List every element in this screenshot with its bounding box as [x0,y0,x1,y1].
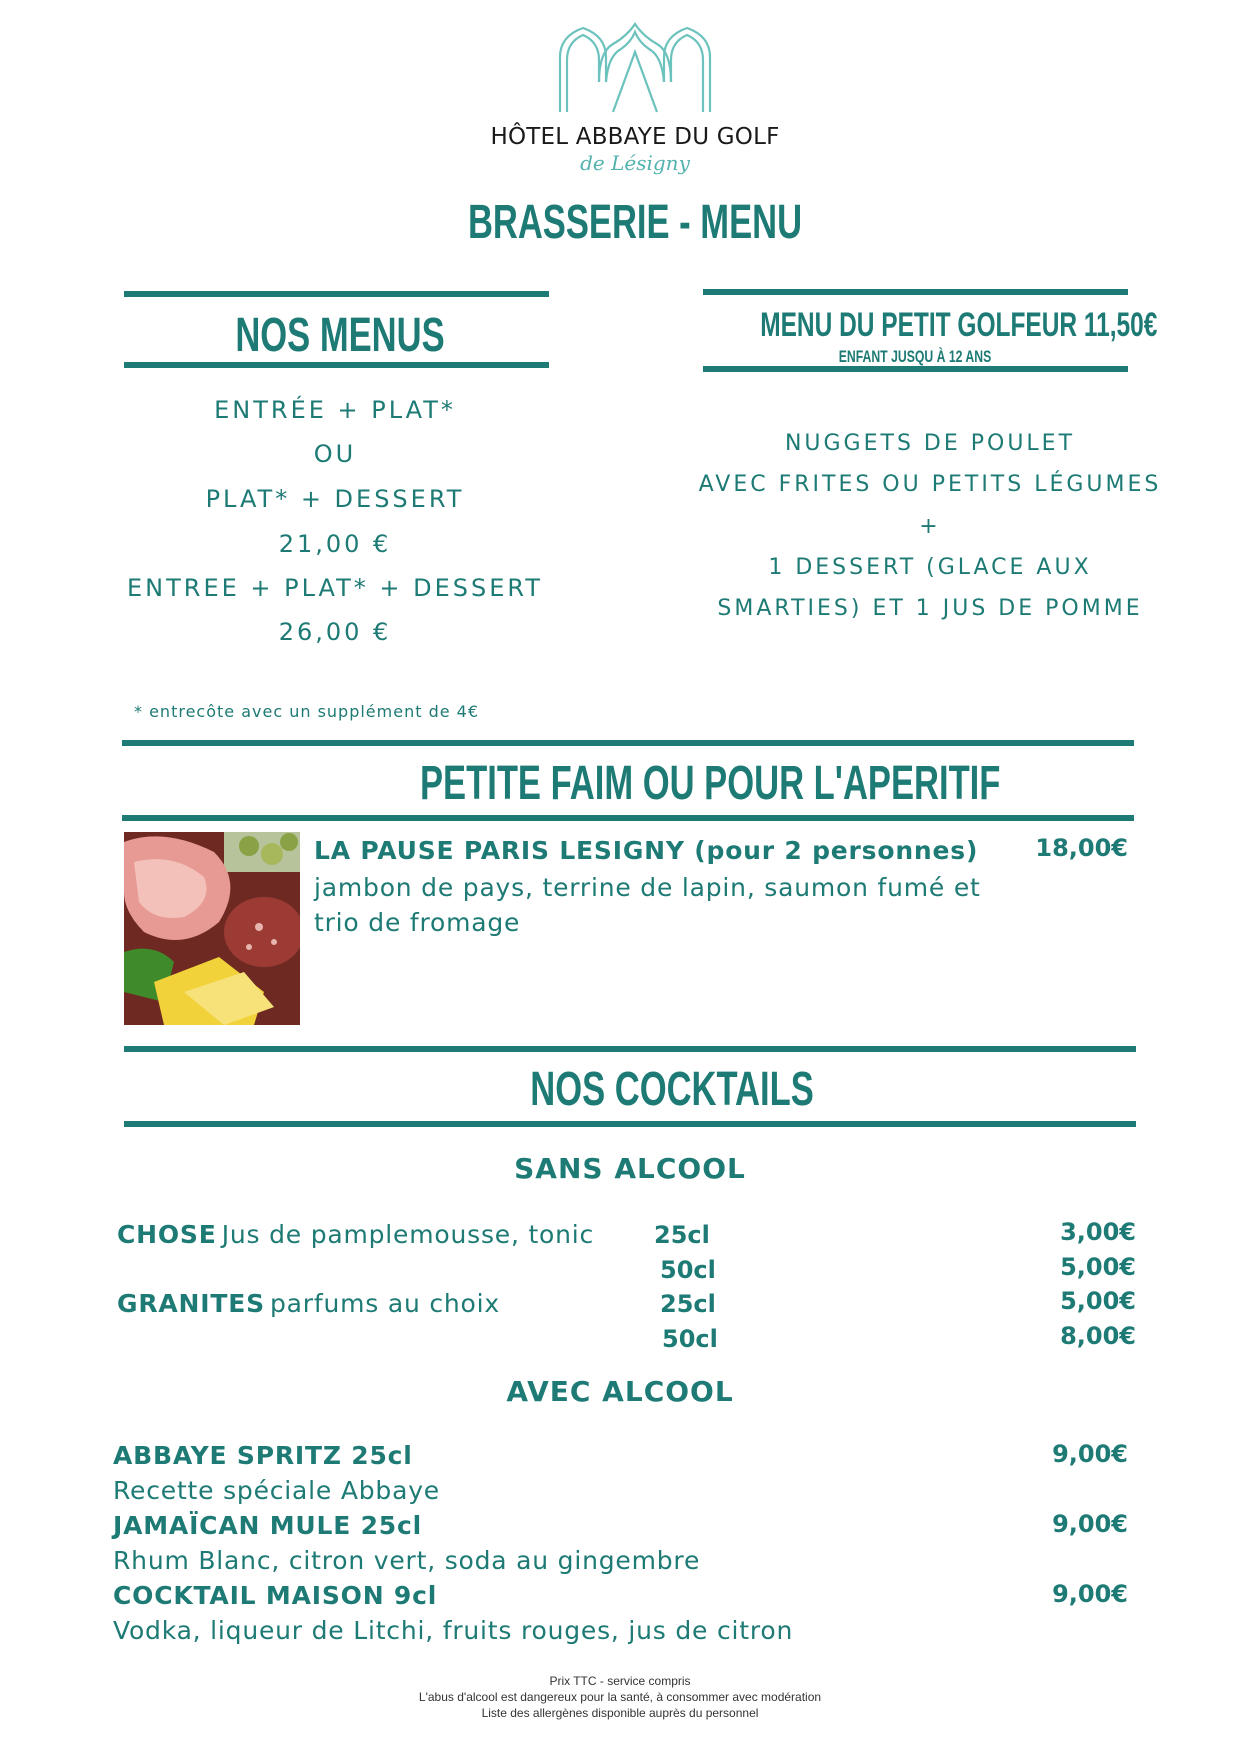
legal-footer [300,1673,940,1721]
kids-menu-title: MENU DU PETIT GOLFEUR 11,50€ [760,306,1158,344]
cocktail-desc: Recette spéciale Abbaye [113,1476,440,1505]
kids-menu-line: 1 DESSERT (GLACE AUX [768,555,1092,580]
cocktail-name: CHOSE [117,1220,217,1249]
cocktails-top-rule [124,1046,1136,1052]
footnote: * entrecôte avec un supplément de 4€ [134,702,480,721]
kids-menu-line: NUGGETS DE POULET [784,431,1076,456]
kids-menu-line: AVEC FRITES OU PETITS LÉGUMES [698,472,1162,497]
sans-alcool-heading: SANS ALCOOL [514,1152,746,1185]
cocktail-size: 50cl [662,1325,718,1353]
menu-line: ENTREE + PLAT* + DESSERT [127,574,543,602]
aperitif-title: PETITE FAIM OU POUR L'APERITIF [420,757,1001,810]
aperitif-item-title: LA PAUSE PARIS LESIGNY (pour 2 personnes) [314,836,979,865]
kids-bottom-rule [703,366,1128,372]
cocktail-item [117,1220,594,1249]
menu-price: 21,00 € [278,530,392,558]
menus-top-rule [124,291,549,297]
cocktail-price: 3,00€ [1060,1218,1136,1246]
page-title: BRASSERIE - MENU [467,196,803,249]
footer-line: Prix TTC - service compris [549,1674,691,1688]
cocktail-price: 9,00€ [1052,1440,1128,1468]
cocktails-title: NOS COCKTAILS [530,1063,814,1116]
cocktails-bottom-rule [124,1121,1136,1127]
menus-title: NOS MENUS [235,309,445,362]
menu-line: ENTRÉE + PLAT* [214,396,456,424]
kids-top-rule [703,289,1128,295]
kids-menu-line: SMARTIES) ET 1 JUS DE POMME [717,596,1143,621]
footer-line: Liste des allergènes disponible auprès du personnel [481,1706,759,1720]
avec-alcool-heading: AVEC ALCOOL [506,1375,734,1408]
aperitif-item-desc: jambon de pays, terrine de lapin, saumon fumé et trio de fromage [314,873,981,937]
cocktail-price: 8,00€ [1060,1322,1136,1350]
menu-line: OU [313,440,357,468]
cocktail-desc: parfums au choix [269,1289,500,1318]
aperitif-item-name [314,836,1014,865]
cocktail-price: 9,00€ [1052,1580,1128,1608]
aperitif-bottom-rule [122,815,1134,821]
menu-price: 26,00 € [278,618,392,646]
hotel-logo [555,22,715,114]
kids-menu-line: + [919,514,941,539]
aperitif-item-price: 18,00€ [1035,834,1128,862]
cocktail-item [117,1289,500,1318]
footer-line: L'abus d'alcool est dangereux pour la santé, à consommer avec modération [418,1690,822,1704]
cocktail-size: 25cl [660,1290,716,1318]
aperitif-top-rule [122,740,1134,746]
cocktail-name: ABBAYE SPRITZ 25cl [113,1441,413,1470]
kids-menu-subtitle: ENFANT JUSQU À 12 ANS [838,347,992,366]
cocktail-price: 5,00€ [1060,1287,1136,1315]
cocktail-price: 5,00€ [1060,1253,1136,1281]
charcuterie-photo [124,832,300,1025]
cocktail-price: 9,00€ [1052,1510,1128,1538]
cocktail-name: COCKTAIL MAISON 9cl [113,1581,438,1610]
cocktail-size: 50cl [660,1256,716,1284]
cocktail-size: 25cl [654,1221,710,1249]
cocktail-desc: Rhum Blanc, citron vert, soda au gingembre [113,1546,701,1575]
cocktail-name: JAMAÏCAN MULE 25cl [113,1511,422,1540]
cocktail-name: GRANITES [117,1289,265,1318]
cocktail-desc: Jus de pamplemousse, tonic [221,1220,595,1249]
hotel-name: HÔTEL ABBAYE DU GOLF [490,124,780,150]
menu-line: PLAT* + DESSERT [205,485,465,513]
hotel-location: de Lésigny [580,151,690,175]
menus-bottom-rule [124,362,549,368]
cocktail-desc: Vodka, liqueur de Litchi, fruits rouges, jus de citron [113,1616,794,1645]
